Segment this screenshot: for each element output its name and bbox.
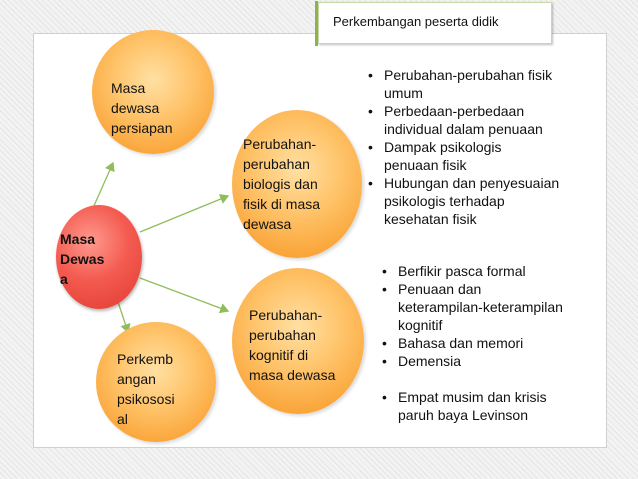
list-item: • Dampak psikologis penuaan fisik <box>360 138 559 174</box>
cognitive-list <box>374 262 563 370</box>
center-node-label: Masa Dewas a <box>60 231 105 287</box>
list-item: • Bahasa dan memori <box>374 334 563 352</box>
list-item: • Perubahan-perubahan fisik umum <box>360 66 559 102</box>
list-item: • Demensia <box>374 352 563 370</box>
node-early-adulthood <box>92 30 214 154</box>
node-cognitive-label: Perubahan- perubahan kognitif di masa dewasa <box>249 307 336 383</box>
list-item: • Penuaan dan keterampilan-keterampilan kognitif <box>374 280 563 334</box>
node-psychosocial-label: Perkemb angan psikososi al <box>117 351 175 427</box>
psychosocial-list <box>374 388 547 424</box>
bio-physical-list <box>360 66 559 228</box>
node-early-adulthood-label: Masa dewasa persiapan <box>111 80 173 136</box>
node-psychosocial <box>96 322 216 442</box>
center-node-masa-dewasa <box>56 205 142 309</box>
list-item: • Hubungan dan penyesuaian psikologis terhadap kesehatan fisik <box>360 174 559 228</box>
list-item: • Empat musim dan krisis paruh baya Levinson <box>374 388 547 424</box>
slide-title: Perkembangan peserta didik <box>333 14 499 29</box>
node-bio-physical-label: Perubahan- perubahan biologis dan fisik di masa dewasa <box>243 136 321 232</box>
list-item: • Perbedaan-perbedaan individual dalam penuaan <box>360 102 559 138</box>
node-bio-physical <box>232 110 362 258</box>
node-cognitive <box>232 268 364 414</box>
title-box <box>318 2 552 44</box>
list-item: • Berfikir pasca formal <box>374 262 563 280</box>
